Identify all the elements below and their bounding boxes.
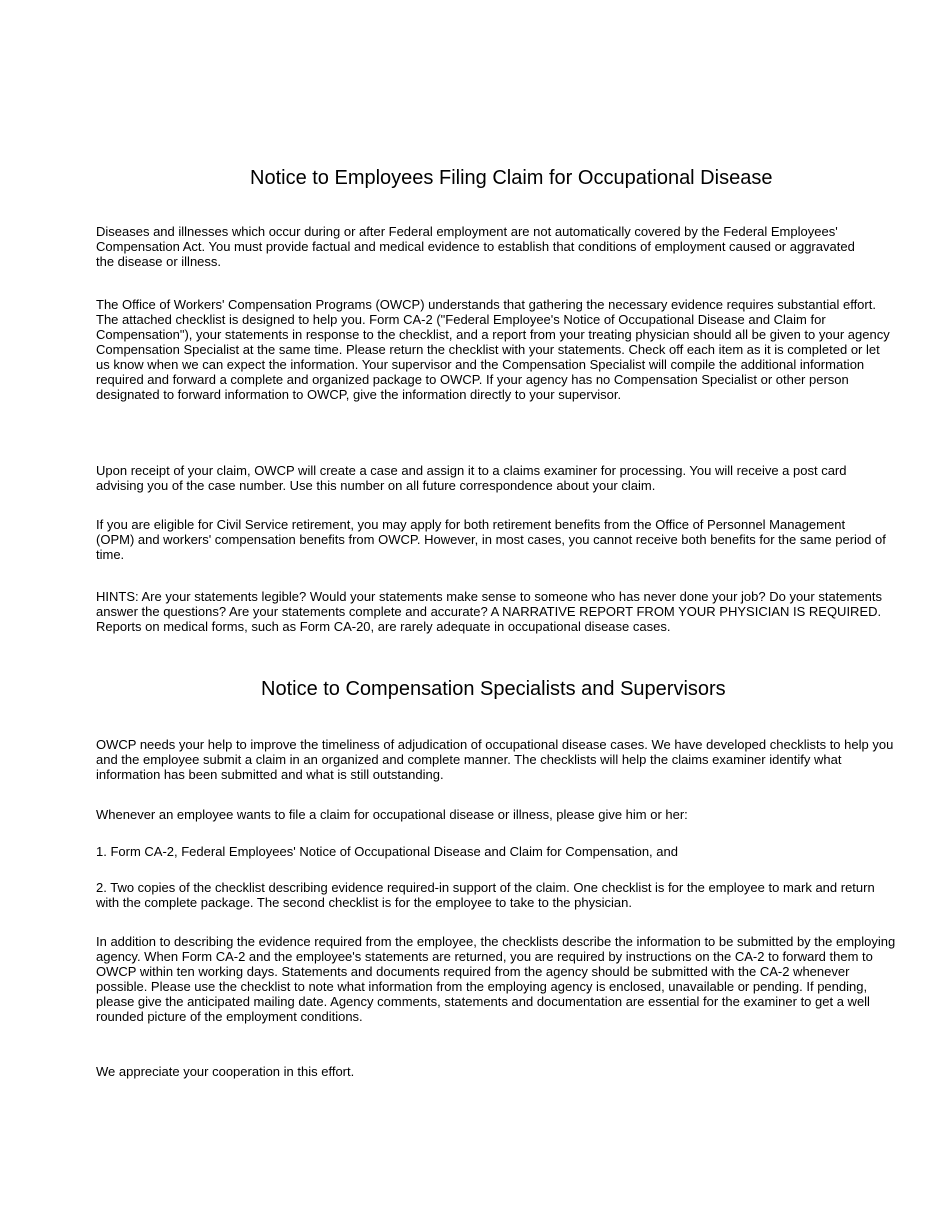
paragraph-owcp-help: OWCP needs your help to improve the timeliness of adjudication of occupational disease cases. We have developed checklists to help you and the employee submit a claim in an organized and complete manner. The checklists will help the claims examiner identify what information has been submitted and what is still outstanding.: [96, 737, 894, 782]
paragraph-agency-requirements: In addition to describing the evidence required from the employee, the checklists describe the information to be submitted by the employing agency. When Form CA-2 and the employee's statements are returned, you are required by instructions on the CA-2 to forward them to OWCP within ten working days. Statements and documents required from the agency should be submitted with the CA-2 whenever possible. Please use the checklist to note what information from the employing agency is enclosed, unavailable or pending. If pending, please give the anticipated mailing date. Agency comments, statements and documentation are essential for the examiner to get a well rounded picture of the employment conditions.: [96, 934, 896, 1024]
list-item-form-ca2: 1. Form CA-2, Federal Employees' Notice of Occupational Disease and Claim for Compensation, and: [96, 844, 678, 859]
paragraph-case-receipt: Upon receipt of your claim, OWCP will create a case and assign it to a claims examiner for processing. You will receive a post card advising you of the case number. Use this number on all future correspondence about your claim.: [96, 463, 847, 493]
heading-employees-notice: Notice to Employees Filing Claim for Occupational Disease: [250, 167, 773, 189]
paragraph-whenever: Whenever an employee wants to file a claim for occupational disease or illness, please give him or her:: [96, 807, 688, 822]
paragraph-coverage: Diseases and illnesses which occur during or after Federal employment are not automatically covered by the Federal Employees' Compensation Act. You must provide factual and medical evidence to establish that conditions of employment caused or aggravated the disease or illness.: [96, 224, 855, 269]
heading-specialists-notice: Notice to Compensation Specialists and Supervisors: [261, 678, 726, 700]
paragraph-hints: HINTS: Are your statements legible? Would your statements make sense to someone who has never done your job? Do your statements answer the questions? Are your statements complete and accurate? A NARRATIVE REPORT FROM YOUR PHYSICIAN IS REQUIRED. Reports on medical forms, such as Form CA-20, are rarely adequate in occupational disease cases.: [96, 589, 882, 634]
paragraph-owcp-checklist: The Office of Workers' Compensation Programs (OWCP) understands that gathering the necessary evidence requires substantial effort. The attached checklist is designed to help you. Form CA-2 ("Federal Employee's Notice of Occupational Disease and Claim for Compensation"), your statements in response to the checklist, and a report from your treating physician should all be given to your agency Compensation Specialist at the same time. Please return the checklist with your statements. Check off each item as it is completed or let us know when we can expect the information. Your supervisor and the Compensation Specialist will compile the additional information required and forward a complete and organized package to OWCP. If your agency has no Compensation Specialist or other person designated to forward information to OWCP, give the information directly to your supervisor.: [96, 297, 890, 402]
paragraph-retirement: If you are eligible for Civil Service retirement, you may apply for both retirement benefits from the Office of Personnel Management (OPM) and workers' compensation benefits from OWCP. However, in most cases, you cannot receive both benefits for the same period of time.: [96, 517, 886, 562]
list-item-checklist-copies: 2. Two copies of the checklist describing evidence required-in support of the claim. One checklist is for the employee to mark and return with the complete package. The second checklist is for the employee to take to the physician.: [96, 880, 875, 910]
paragraph-appreciation: We appreciate your cooperation in this effort.: [96, 1064, 355, 1079]
